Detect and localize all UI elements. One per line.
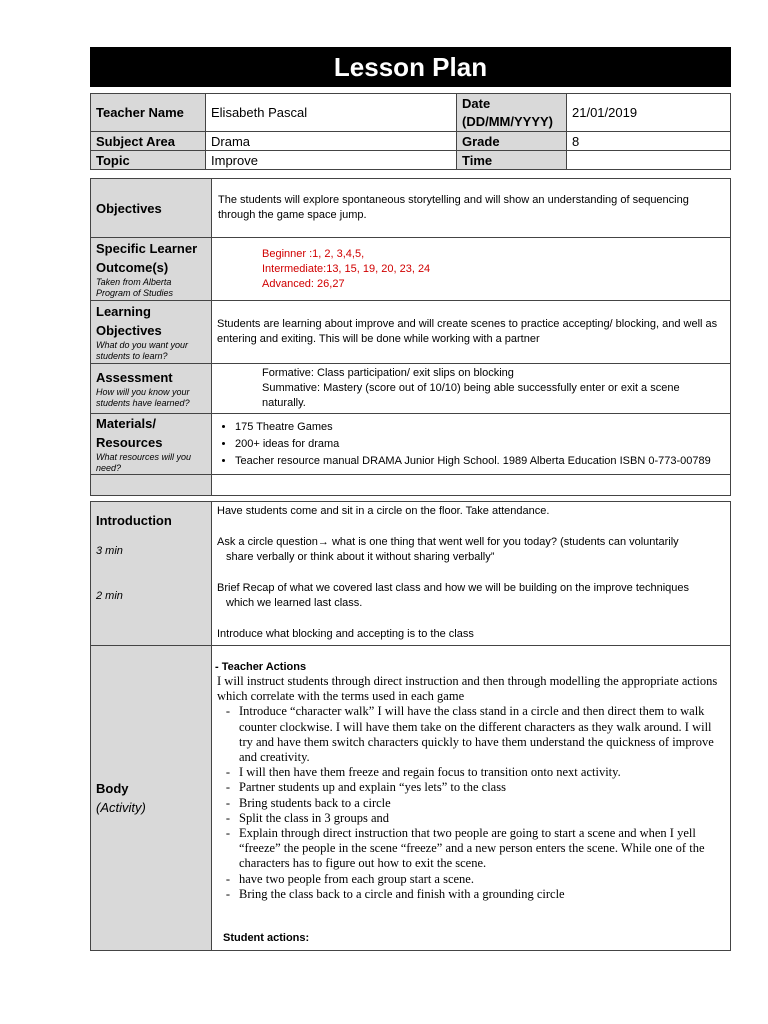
student-actions-heading: Student actions:	[223, 932, 310, 945]
intro-label: Introduction	[96, 513, 172, 528]
intro-content	[212, 502, 731, 646]
body-lead: I will instruct students through direct instruction and then through modelling the appropriate actions which correlate with the terms used in each game	[217, 674, 718, 704]
list-item: - have two people from each group start a scene.	[225, 871, 474, 886]
list-item: - I will then have them freeze and regain focus to transition onto next activity.	[225, 765, 621, 780]
intro-p2-cont: share verbally or think about it without sharing verbally”	[226, 551, 495, 563]
list-item: - Bring the class back to a circle and finish with a grounding circle	[225, 886, 565, 901]
body-sub: (Activity)	[96, 800, 146, 815]
intro-time-2: 2 min	[96, 590, 123, 602]
materials-label: Materials/ Resources	[96, 416, 163, 450]
intro-p3: Brief Recap of what we covered last class and how we will be building on the improve techniques	[217, 582, 690, 594]
slo-values	[212, 238, 731, 301]
slo-intermediate: Intermediate:13, 15, 19, 20, 23, 24	[262, 262, 431, 275]
list-item: - Bring students back to a circle	[225, 795, 391, 810]
assessment-summative: Summative: Mastery (score out of 10/10) being able successfully enter or exit a scene naturally.	[262, 382, 680, 409]
objectives-label: Objectives	[91, 179, 212, 238]
subject-value: Drama	[206, 132, 457, 151]
body-list	[217, 704, 725, 902]
grade-value: 8	[567, 132, 731, 151]
topic-value: Improve	[206, 151, 457, 170]
date-value: 21/01/2019	[567, 94, 731, 132]
intro-p2-rest: what is one thing that went well for you today? (students can voluntarily	[328, 536, 679, 548]
assessment-label: Assessment	[96, 370, 173, 385]
slo-label-cell	[91, 238, 212, 301]
time-value	[567, 151, 731, 170]
topic-label: Topic	[91, 151, 206, 170]
header-table	[90, 93, 731, 170]
intro-p1: Have students come and sit in a circle on the floor. Take attendance.	[217, 505, 550, 517]
teacher-name-label: Teacher Name	[91, 94, 206, 132]
materials-item: • Teacher resource manual DRAMA Junior High School. 1989 Alberta Education ISBN 0-773-00789	[235, 453, 725, 470]
empty-label-cell	[91, 475, 212, 496]
assessment-values	[212, 364, 731, 414]
slo-advanced: Advanced: 26,27	[262, 277, 345, 290]
body-label: Body	[96, 781, 129, 796]
materials-list-cell	[212, 414, 731, 475]
page-title: Lesson Plan	[90, 47, 731, 87]
slo-sub: Taken from Alberta Program of Studies	[96, 277, 174, 298]
intro-p4: Introduce what blocking and accepting is to the class	[217, 628, 474, 640]
assessment-label-cell	[91, 364, 212, 414]
empty-value-cell	[212, 475, 731, 496]
materials-sub: What resources will you need?	[96, 452, 192, 473]
slo-beginner: Beginner :1, 2, 3,4,5,	[262, 247, 365, 260]
list-item: - Split the class in 3 groups and	[225, 810, 389, 825]
learning-label-cell	[91, 301, 212, 364]
assessment-formative: Formative: Class participation/ exit slips on blocking	[262, 367, 514, 379]
teacher-actions-heading: - Teacher Actions	[215, 661, 307, 673]
time-label: Time	[457, 151, 567, 170]
intro-label-cell	[91, 502, 212, 646]
learning-sub: What do you want your students to learn?	[96, 340, 189, 361]
intro-p2-start: Ask a circle question	[217, 536, 318, 548]
slo-label: Specific Learner Outcome(s)	[96, 241, 198, 275]
assessment-sub: How will you know your students have learned?	[96, 387, 190, 408]
subject-label: Subject Area	[91, 132, 206, 151]
teacher-name-value: Elisabeth Pascal	[206, 94, 457, 132]
lesson-table	[90, 501, 731, 951]
objectives-text: The students will explore spontaneous storytelling and will show an understanding of sequencing through the game space jump.	[212, 179, 731, 238]
materials-list	[217, 419, 725, 470]
materials-item: • 175 Theatre Games	[235, 419, 725, 436]
list-item: - Introduce “character walk” I will have the class stand in a circle and then direct them to walk counter clockwise. I will have them take on the different characters as they walk around. I will try and have them switch characters quickly to have them understand the quickness of improve and creativity.	[225, 704, 714, 765]
materials-label-cell	[91, 414, 212, 475]
grade-label: Grade	[457, 132, 567, 151]
list-item: - Partner students up and explain “yes lets” to the class	[225, 780, 506, 795]
arrow-right-icon: →	[317, 536, 329, 548]
intro-p3-cont: which we learned last class.	[226, 597, 363, 609]
body-label-cell	[91, 646, 212, 951]
learning-text: Students are learning about improve and will create scenes to practice accepting/ blocking, and well as entering and exiting. This will be done while working with a partner	[212, 301, 731, 364]
intro-p2	[217, 535, 725, 550]
intro-time-1: 3 min	[96, 545, 123, 557]
learning-label: Learning Objectives	[96, 304, 162, 338]
body-content	[212, 646, 731, 951]
date-label: Date (DD/MM/YYYY)	[457, 94, 567, 132]
list-item: - Explain through direct instruction that two people are going to start a scene and when I yell “freeze” the people in the scene “freeze” and a new person enters the scene. While one of the characters has to figure out how to exit the scene.	[225, 826, 705, 871]
materials-item: • 200+ ideas for drama	[235, 436, 725, 453]
planning-table	[90, 178, 731, 496]
